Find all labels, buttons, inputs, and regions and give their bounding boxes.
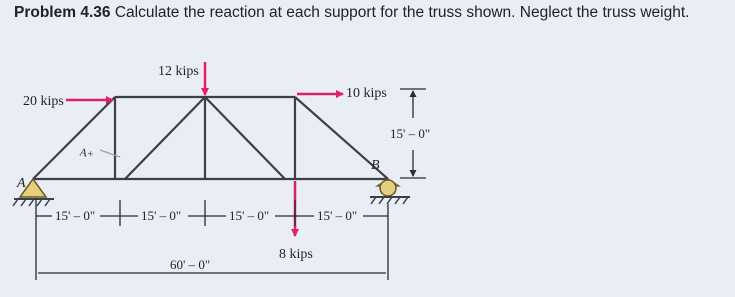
support-a-label: A — [17, 176, 26, 191]
right-load-label: 10 kips — [346, 86, 387, 101]
problem-statement: Calculate the reaction at each support for the truss shown. Neglect the truss weight. — [114, 4, 690, 21]
panel-1-label: 15' – 0" — [55, 208, 96, 223]
bottom-load-label: 8 kips — [279, 247, 313, 262]
truss-members — [33, 97, 388, 179]
problem-number: Problem 4.36 — [14, 4, 111, 21]
total-span-label: 60' – 0" — [170, 257, 211, 272]
support-b-label: B — [371, 158, 380, 173]
panel-2-label: 15' – 0" — [141, 208, 182, 223]
top-load-label: 12 kips — [158, 64, 199, 79]
handwritten-mark — [100, 150, 120, 157]
support-b — [370, 179, 410, 204]
diagonal-2 — [205, 97, 285, 179]
left-load-label: 20 kips — [23, 94, 64, 109]
left-end-diagonal — [33, 97, 115, 179]
height-label: 15' – 0" — [390, 126, 431, 141]
panel-3-label: 15' – 0" — [229, 208, 270, 223]
diagonal-1 — [125, 97, 205, 179]
handwritten-note: A+ — [78, 146, 95, 161]
panel-4-label: 15' – 0" — [317, 208, 358, 223]
